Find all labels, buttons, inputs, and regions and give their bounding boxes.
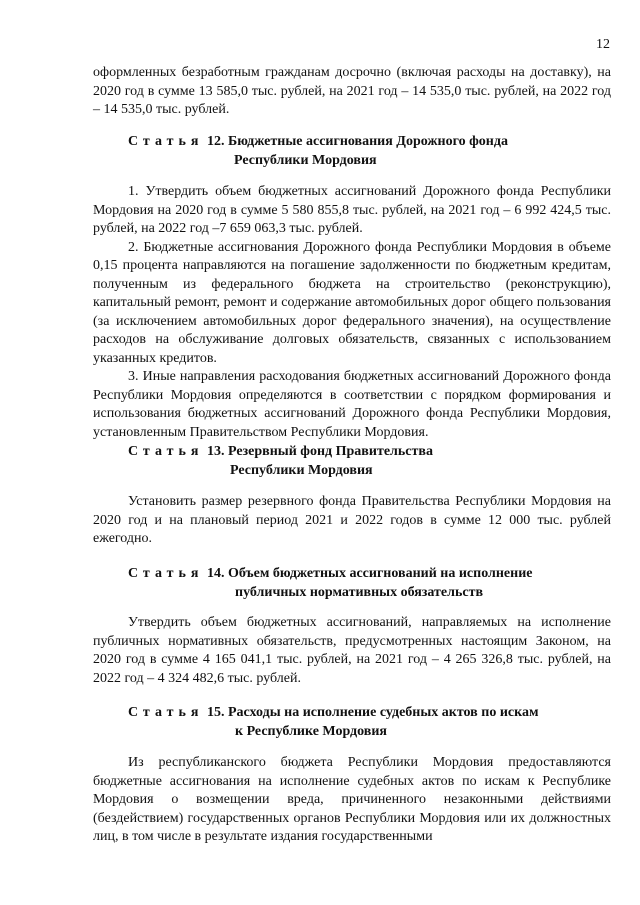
intro-text	[93, 64, 611, 120]
article-12-heading	[93, 132, 611, 170]
article-paragraph: 3. Иные направления расходования бюджетных ассигнований Дорожного фонда Республики Мордовия определяются в соответствии с порядком формирования и использования бюджетных ассигнований Дорожного фонда Республики Мордовия, установленным Правительством Республики Мордовия.	[93, 369, 611, 440]
article-label: Статья	[128, 705, 204, 720]
article-label: Статья	[128, 134, 204, 149]
article-title-line1: Резервный фонд Правительства	[227, 444, 433, 459]
article-13-heading	[93, 442, 611, 480]
article-title-line2: Республики Мордовия	[230, 463, 373, 478]
article-number: 14.	[206, 566, 225, 581]
article-number: 15.	[206, 705, 225, 720]
article-paragraph: Утвердить объем бюджетных ассигнований, направляемых на исполнение публичных нормативных обязательств, предусмотренных настоящим Законом, на 2020 год в сумме 4 165 041,1 тыс. рублей, на 2021 год – 4 265 326,8 тыс. рублей, на 2022 год – 4 324 482,6 тыс. рублей.	[93, 615, 611, 686]
article-title-line2: публичных нормативных обязательств	[235, 585, 484, 600]
intro-paragraph: оформленных безработным гражданам досрочно (включая расходы на доставку), на 2020 год в сумме 13 585,0 тыс. рублей, на 2021 год – 14 535,0 тыс. рублей, на 2022 год – 14 535,0 тыс. рублей.	[93, 65, 611, 117]
article-12-body	[93, 183, 611, 442]
article-title-line1: Бюджетные ассигнования Дорожного фонда	[227, 134, 508, 149]
article-title-line2: к Республике Мордовия	[235, 724, 387, 739]
article-title-line2: Республики Мордовия	[234, 153, 377, 168]
article-14-body	[93, 614, 611, 688]
article-15-heading	[93, 703, 611, 741]
article-title-line1: Объем бюджетных ассигнований на исполнение	[227, 566, 533, 581]
article-paragraph: Из республиканского бюджета Республики Мордовия предоставляются бюджетные ассигнования на исполнение судебных актов по искам к Республике Мордовия о возмещении вреда, причиненного незаконными действиями (бездействием) государственных органов Республики Мордовия или их должностных лиц, в том числе в результате издания государственными	[93, 755, 611, 844]
article-paragraph: Установить размер резервного фонда Правительства Республики Мордовия на 2020 год и на плановый период 2021 и 2022 годов в сумме 12 000 тыс. рублей ежегодно.	[93, 494, 611, 546]
article-paragraph: 1. Утвердить объем бюджетных ассигнований Дорожного фонда Республики Мордовия на 2020 год в сумме 5 580 855,8 тыс. рублей, на 2021 год – 6 992 424,5 тыс. рублей, на 2022 год –7 659 063,3 тыс. рублей.	[93, 184, 611, 236]
article-number: 12.	[206, 134, 225, 149]
page-number: 12	[596, 37, 610, 52]
article-14-heading	[93, 564, 611, 602]
article-paragraph: 2. Бюджетные ассигнования Дорожного фонда Республики Мордовия в объеме 0,15 процента направляются на погашение задолженности по бюджетным кредитам, полученным из федерального бюджета на строительство (реконструкцию), капитальный ремонт, ремонт и содержание автомобильных дорог общего пользования (за исключением автомобильных дорог федерального значения), на осуществление расходов на обслуживание долговых обязательств, связанных с использованием указанных кредитов.	[93, 239, 611, 366]
article-label: Статья	[128, 566, 204, 581]
article-title-line1: Расходы на исполнение судебных актов по искам	[227, 705, 539, 720]
article-number: 13.	[206, 444, 225, 459]
article-13-body	[93, 493, 611, 549]
article-15-body	[93, 754, 611, 847]
article-label: Статья	[128, 444, 204, 459]
